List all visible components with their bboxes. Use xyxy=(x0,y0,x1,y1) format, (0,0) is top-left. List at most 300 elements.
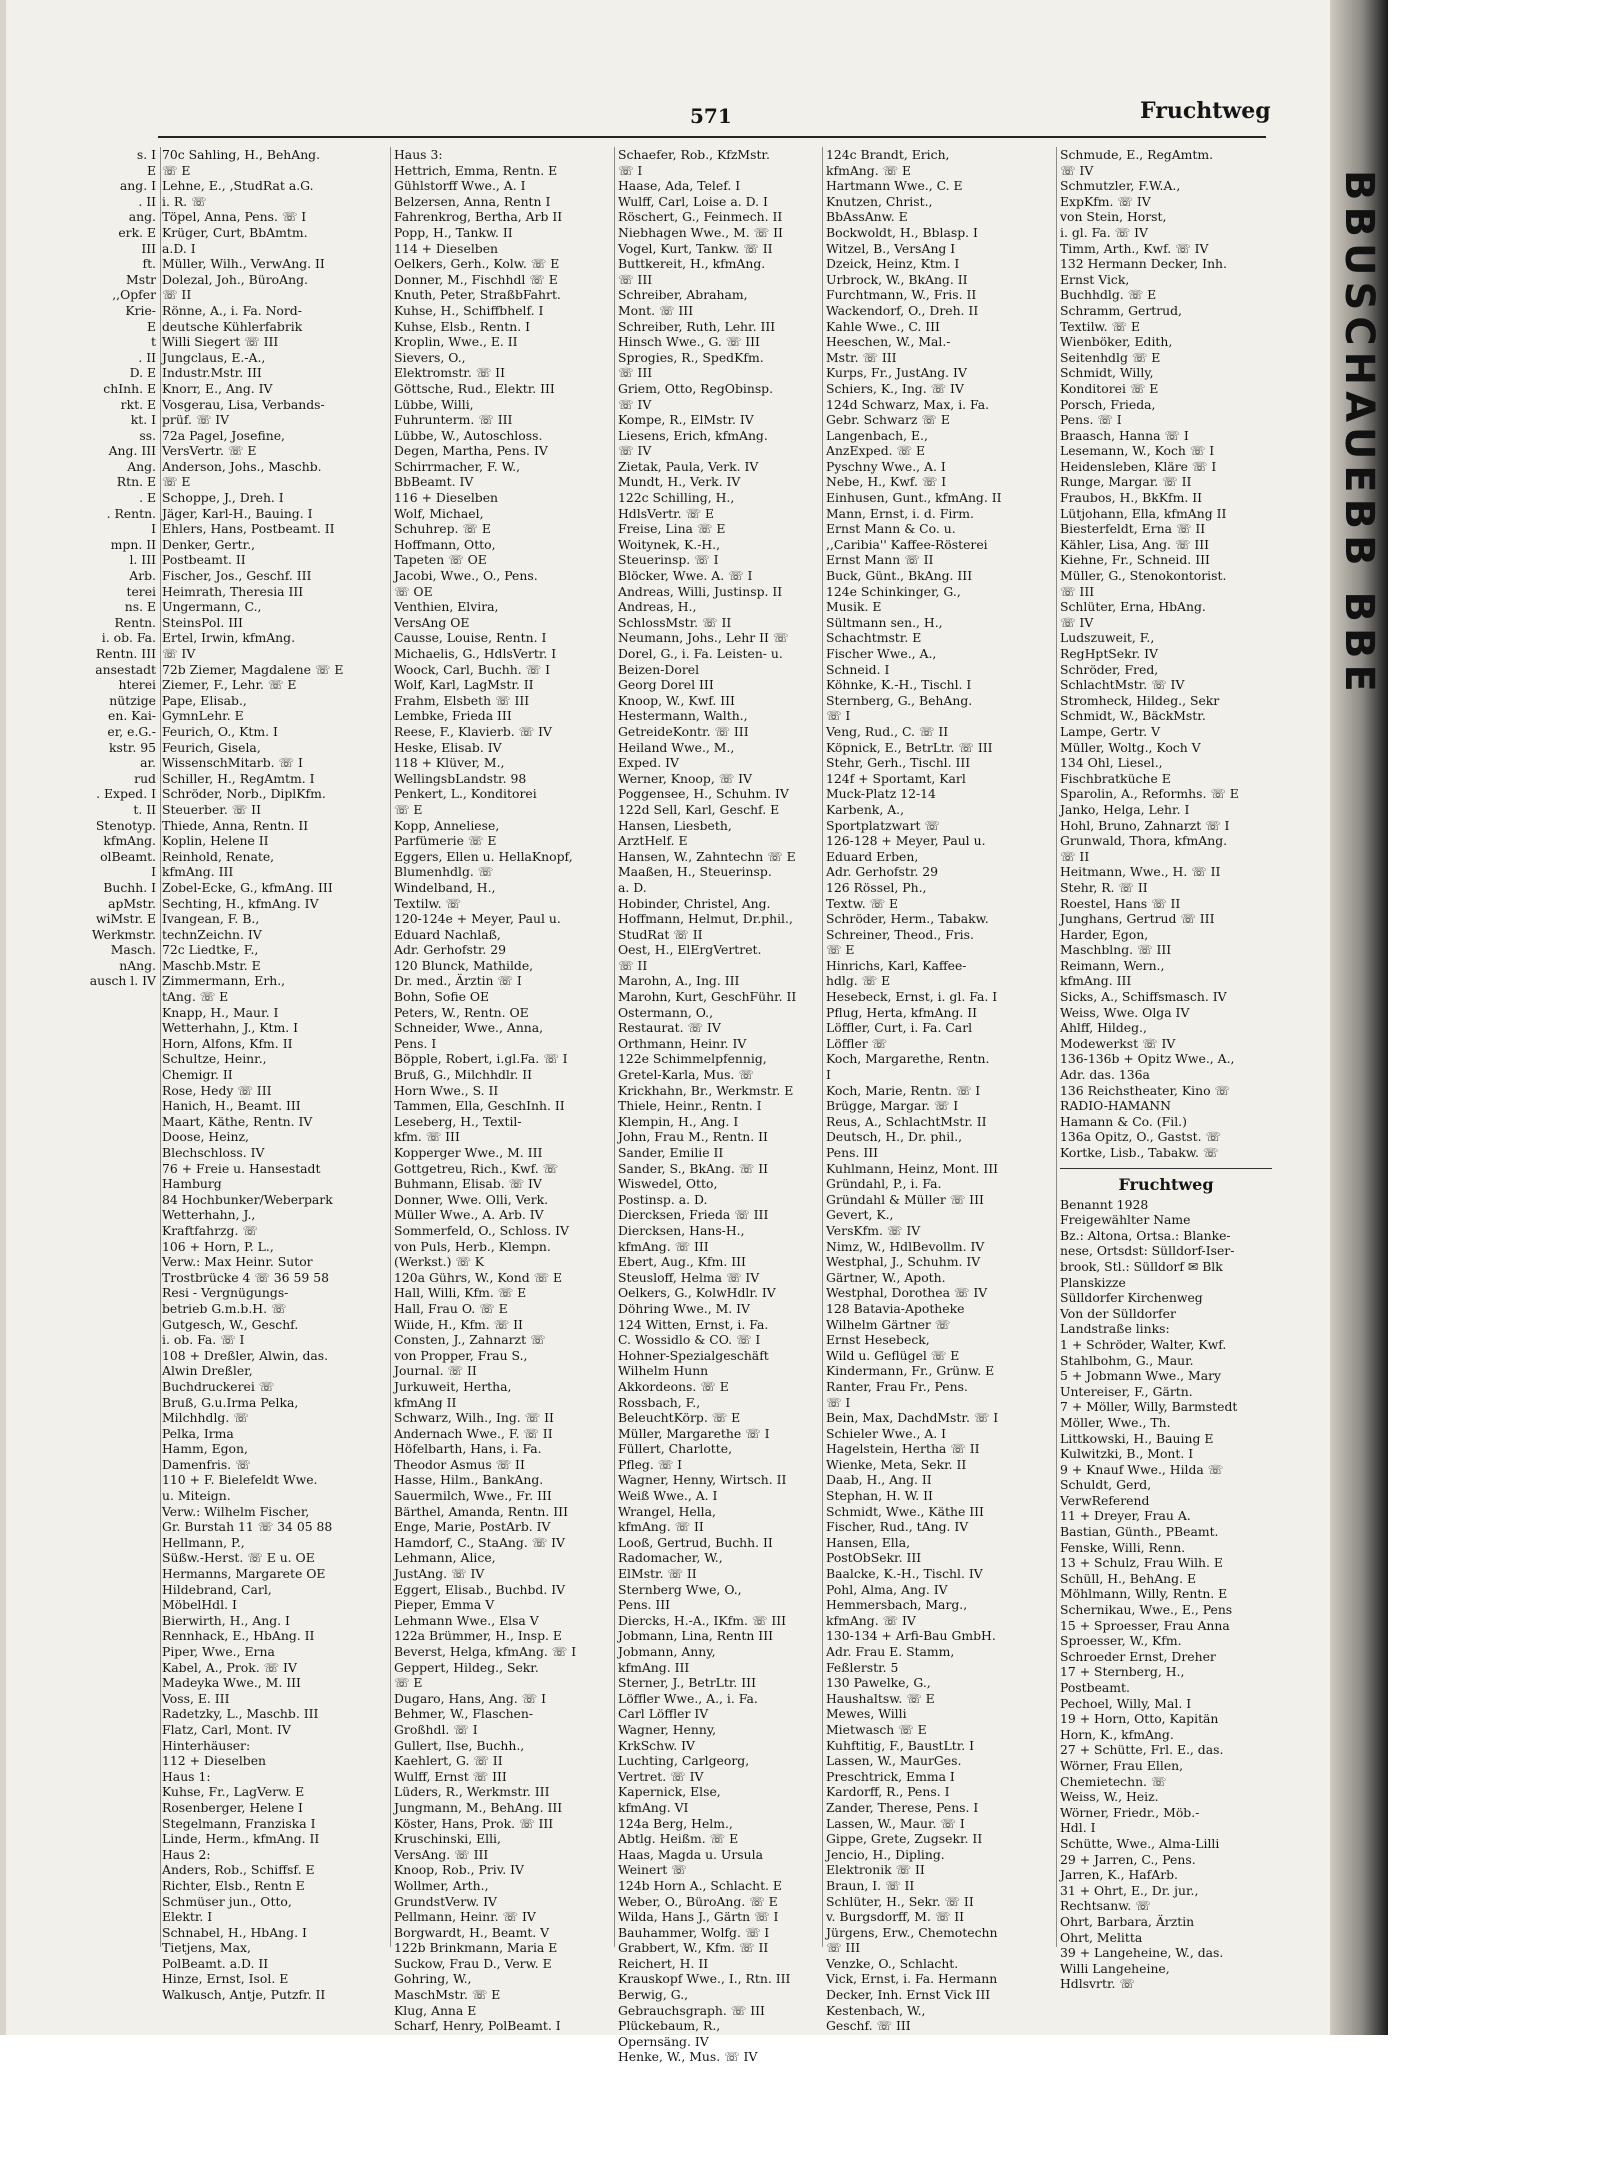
directory-line: Reus, A., SchlachtMstr. II xyxy=(826,1113,987,1129)
directory-line: Köpnick, E., BetrLtr. ☏ III xyxy=(826,739,993,755)
directory-line: Freigewählter Name xyxy=(1060,1212,1191,1228)
directory-line: 124 Witten, Ernst, i. Fa. xyxy=(618,1316,769,1332)
directory-line: Muck-Platz 12-14 xyxy=(826,786,936,802)
directory-line: Reese, F., Klavierb. ☏ IV xyxy=(394,723,552,739)
directory-line: Füllert, Charlotte, xyxy=(618,1441,733,1457)
directory-line: Zobel-Ecke, G., kfmAng. III xyxy=(162,879,333,895)
directory-line: Nebe, H., Kwf. ☏ I xyxy=(826,474,947,490)
directory-line: Höfelbarth, Hans, i. Fa. xyxy=(394,1441,542,1457)
directory-line: Maart, Käthe, Rentn. IV xyxy=(162,1113,313,1129)
directory-line: Hettrich, Emma, Rentn. E xyxy=(394,162,558,178)
directory-line: Lampe, Gertr. V xyxy=(1060,723,1161,739)
directory-line: Mewes, Willi xyxy=(826,1706,907,1722)
directory-line: i. gl. Fa. ☏ IV xyxy=(1060,224,1148,240)
directory-line: Sproesser, W., Kfm. xyxy=(1060,1633,1182,1649)
directory-line: Diercks, H.-A., IKfm. ☏ III xyxy=(618,1612,787,1628)
directory-line: Vertret. ☏ IV xyxy=(618,1768,704,1784)
directory-line: Werner, Knoop, ☏ IV xyxy=(618,770,752,786)
directory-line: Hemmersbach, Marg., xyxy=(826,1597,968,1613)
directory-line: Haase, Ada, Telef. I xyxy=(618,178,741,194)
directory-line: nützige xyxy=(109,692,156,708)
directory-line: kfmAng. ☏ E xyxy=(826,162,912,178)
directory-line: mpn. II xyxy=(110,536,156,552)
directory-line: Andreas, H., xyxy=(618,599,697,615)
column-1 xyxy=(162,147,350,2003)
directory-line: Tapeten ☏ OE xyxy=(394,552,487,568)
directory-line: Industr.Mstr. III xyxy=(162,365,262,381)
directory-line: Ostermann, O., xyxy=(618,1004,714,1020)
directory-line: Blöcker, Wwe. A. ☏ I xyxy=(618,568,753,584)
directory-line: 110 + F. Bielefeldt Wwe. xyxy=(162,1472,318,1488)
directory-line: Gr. Burstah 11 ☏ 34 05 88 xyxy=(162,1519,333,1535)
directory-line: 27 + Schütte, Frl. E., das. xyxy=(1060,1742,1224,1758)
directory-line: Hellmann, P., xyxy=(162,1534,245,1550)
directory-line: Baalcke, K.-H., Tischl. IV xyxy=(826,1566,983,1582)
directory-line: Diercksen, Frieda ☏ III xyxy=(618,1207,769,1223)
directory-line: ☏ IV xyxy=(618,443,652,459)
directory-line: tAng. ☏ E xyxy=(162,989,229,1005)
directory-line: ☏ IV xyxy=(162,646,196,661)
directory-line: olBeamt. xyxy=(100,848,156,864)
directory-line: 130 Pawelke, G., xyxy=(826,1675,931,1691)
directory-line: Ziemer, F., Lehr. ☏ E xyxy=(162,677,297,693)
directory-line: ausch l. IV xyxy=(89,973,156,989)
directory-line: s. I xyxy=(136,147,156,162)
directory-line: Venthien, Elvira, xyxy=(394,599,499,615)
directory-line: Hamann & Co. (Fil.) xyxy=(1060,1113,1187,1129)
directory-line: Klempin, H., Ang. I xyxy=(618,1113,739,1129)
directory-line: 120a Gührs, W., Kond ☏ E xyxy=(394,1269,563,1285)
directory-line: 126-128 + Meyer, Paul u. xyxy=(826,833,986,849)
directory-line: Kuhse, H., Schiffbhelf. I xyxy=(394,302,544,318)
directory-line: Pflug, Herta, kfmAng. II xyxy=(826,1004,978,1020)
directory-line: Steusloff, Helma ☏ IV xyxy=(618,1269,760,1285)
directory-line: Hesebeck, Ernst, i. gl. Fa. I xyxy=(826,989,998,1005)
directory-line: Ernst Hesebeck, xyxy=(826,1332,930,1348)
directory-line: Gühlstorff Wwe., A. I xyxy=(394,178,526,194)
directory-line: Sommerfeld, O., Schloss. IV xyxy=(394,1222,569,1238)
directory-line: kfmAng. ☏ II xyxy=(618,1519,704,1535)
directory-line: Adr. Gerhofstr. 29 xyxy=(826,864,939,880)
directory-line: technZeichn. IV xyxy=(162,926,262,942)
directory-line: Windelband, H., xyxy=(394,879,496,895)
directory-line: ☏ II xyxy=(162,287,192,303)
directory-line: Carl Löffler IV xyxy=(618,1706,709,1722)
directory-line: Akkordeons. ☏ E xyxy=(618,1378,729,1394)
directory-line: Pfleg. ☏ I xyxy=(618,1456,683,1472)
directory-line: 128 Batavia-Apotheke xyxy=(826,1300,965,1316)
directory-line: WellingsbLandstr. 98 xyxy=(394,770,527,786)
directory-line: von Stein, Horst, xyxy=(1060,209,1167,225)
directory-line: 124b Horn A., Schlacht. E xyxy=(618,1877,782,1893)
directory-line: ExpKfm. ☏ IV xyxy=(1060,193,1151,209)
directory-line: Vogel, Kurt, Tankw. ☏ II xyxy=(618,240,773,256)
directory-line: Textilw. ☏ E xyxy=(1060,318,1141,334)
column-divider xyxy=(1056,147,1057,1947)
column-3 xyxy=(618,147,806,2065)
directory-line: nese, Ortsdst: Sülldorf-Iser- xyxy=(1060,1243,1235,1259)
directory-line: Dugaro, Hans, Ang. ☏ I xyxy=(394,1690,546,1706)
directory-line: Looß, Gertrud, Buchh. II xyxy=(618,1534,773,1550)
directory-line: Krauskopf Wwe., I., Rtn. III xyxy=(618,1971,791,1987)
directory-line: Schreiber, Abraham, xyxy=(618,287,748,303)
directory-line: Fischer, Rud., tAng. IV xyxy=(826,1519,969,1535)
directory-line: Adr. Gerhofstr. 29 xyxy=(394,942,507,958)
directory-line: Kuhlmann, Heinz, Mont. III xyxy=(826,1160,999,1176)
directory-line: Sterner, J., BetrLtr. III xyxy=(618,1675,756,1691)
directory-line: Rose, Hedy ☏ III xyxy=(162,1082,272,1098)
directory-line: Gebrauchsgraph. ☏ III xyxy=(618,2002,765,2018)
directory-line: 124e Schinkinger, G., xyxy=(826,583,961,599)
directory-line: erk. E xyxy=(118,224,156,240)
column-divider xyxy=(614,147,615,1947)
directory-line: kfmAng. III xyxy=(162,864,234,880)
directory-line: MöbelHdl. I xyxy=(162,1597,237,1613)
directory-line: Hinrichs, Karl, Kaffee- xyxy=(826,957,967,973)
directory-line: Wiide, H., Kfm. ☏ II xyxy=(394,1316,523,1332)
directory-line: Runge, Margar. ☏ II xyxy=(1060,474,1192,490)
directory-line: Schnabel, H., HbAng. I xyxy=(162,1924,307,1940)
directory-line: Heske, Elisab. IV xyxy=(394,739,502,755)
directory-line: Schlüter, H., Sekr. ☏ II xyxy=(826,1893,974,1909)
directory-line: I xyxy=(151,521,156,537)
directory-line: Köhnke, K.-H., Tischl. I xyxy=(826,677,972,693)
directory-line: Daab, H., Ang. II xyxy=(826,1472,932,1488)
directory-line: 124a Berg, Helm., xyxy=(618,1815,733,1831)
directory-line: Schröder, Herm., Tabakw. xyxy=(826,911,989,927)
directory-line: von Propper, Frau S., xyxy=(394,1347,528,1363)
directory-line: Jurkuweit, Hertha, xyxy=(394,1378,512,1394)
directory-line: Postinsp. a. D. xyxy=(618,1191,708,1207)
directory-line: Junghans, Gertrud ☏ III xyxy=(1060,911,1215,927)
directory-line: Lassen, W., MaurGes. xyxy=(826,1753,962,1769)
directory-line: kt. I xyxy=(130,412,156,428)
directory-line: 15 + Sproesser, Frau Anna xyxy=(1060,1617,1230,1633)
directory-line: . II xyxy=(138,349,156,365)
directory-line: SchlachtMstr. ☏ IV xyxy=(1060,677,1185,693)
directory-line: 136 Reichstheater, Kino ☏ xyxy=(1060,1082,1231,1098)
directory-line: Köster, Hans, Prok. ☏ III xyxy=(394,1815,554,1831)
directory-line: Feurich, Gisela, xyxy=(162,739,261,755)
directory-line: kfmAng. VI xyxy=(618,1799,689,1815)
directory-line: Wagner, Henny, xyxy=(618,1721,717,1737)
directory-line: 76 + Freie u. Hansestadt xyxy=(162,1160,321,1176)
directory-line: Verw.: Wilhelm Fischer, xyxy=(162,1503,310,1519)
directory-line: Sievers, O., xyxy=(394,349,466,365)
directory-line: Schreiber, Ruth, Lehr. III xyxy=(618,318,776,334)
directory-line: ☏ OE xyxy=(394,583,433,599)
directory-line: Belzersen, Anna, Rentn I xyxy=(394,193,551,209)
directory-line: Jungclaus, E.-A., xyxy=(162,349,266,365)
directory-line: Bruß, G., Milchhdlr. II xyxy=(394,1067,533,1083)
directory-line: Gohring, W., xyxy=(394,1971,472,1987)
directory-line: Roestel, Hans ☏ II xyxy=(1060,895,1181,911)
directory-line: John, Frau M., Rentn. II xyxy=(618,1129,768,1145)
directory-line: Dzeick, Heinz, Ktm. I xyxy=(826,256,960,272)
directory-line: Hinterhäuser: xyxy=(162,1737,251,1753)
directory-line: a.D. I xyxy=(162,240,196,256)
directory-line: Beizen-Dorel xyxy=(618,661,700,677)
directory-line: Werkmstr. xyxy=(91,926,156,942)
directory-line: Kahle Wwe., C. III xyxy=(826,318,940,334)
directory-line: kstr. 95 xyxy=(108,739,156,755)
directory-line: Schwarz, Wilh., Ing. ☏ II xyxy=(394,1410,554,1426)
directory-line: Rechtsanw. ☏ xyxy=(1060,1898,1151,1914)
directory-line: Fraubos, H., BkKfm. II xyxy=(1060,490,1203,506)
directory-line: 134 Ohl, Liesel., xyxy=(1060,755,1163,771)
directory-line: Fenske, Willi, Renn. xyxy=(1060,1539,1186,1555)
directory-line: Theodor Asmus ☏ II xyxy=(394,1456,525,1472)
directory-line: Kuhse, Elsb., Rentn. I xyxy=(394,318,531,334)
directory-line: Westphal, Dorothea ☏ IV xyxy=(826,1285,988,1301)
directory-line: Koplin, Helene II xyxy=(162,833,269,849)
directory-line: Frahm, Elsbeth ☏ III xyxy=(394,692,530,708)
directory-line: Wilhelm Gärtner ☏ xyxy=(826,1316,951,1332)
directory-line: 19 + Horn, Otto, Kapitän xyxy=(1060,1711,1219,1727)
directory-line: Blechschloss. IV xyxy=(162,1145,265,1160)
directory-line: JustAng. ☏ IV xyxy=(394,1566,485,1582)
directory-line: Weiss, Wwe. Olga IV xyxy=(1060,1004,1190,1020)
directory-line: ang. I xyxy=(119,178,156,194)
directory-line: Weinert ☏ xyxy=(618,1862,687,1878)
directory-line: Piper, Wwe., Erna xyxy=(162,1644,275,1659)
directory-line: Hobinder, Christel, Ang. xyxy=(618,895,771,911)
column-left-margin xyxy=(0,147,158,1947)
directory-line: Kroplin, Wwe., E. II xyxy=(394,334,518,350)
header-rule xyxy=(158,136,1266,138)
directory-line: AnzExped. ☏ E xyxy=(826,443,926,459)
directory-line: Penkert, L., Konditorei xyxy=(394,786,537,802)
directory-line: 29 + Jarren, C., Pens. xyxy=(1060,1851,1196,1867)
directory-line: kfmAng. III xyxy=(1060,973,1132,989)
directory-line: BbAssAnw. E xyxy=(826,209,908,225)
directory-line: Müller, Margarethe ☏ I xyxy=(618,1425,770,1441)
directory-line: PostObSekr. III xyxy=(826,1550,922,1566)
directory-line: Lübbe, Willi, xyxy=(394,396,474,412)
directory-line: Ranter, Frau Fr., Pens. xyxy=(826,1378,968,1394)
directory-line: ☏ III xyxy=(618,365,653,381)
directory-line: 132 Hermann Decker, Inh. xyxy=(1060,256,1227,272)
directory-line: ElMstr. ☏ II xyxy=(618,1566,697,1582)
directory-line: Popp, H., Tankw. II xyxy=(394,224,513,240)
directory-line: Göttsche, Rud., Elektr. III xyxy=(394,380,555,396)
directory-line: Timm, Arth., Kwf. ☏ IV xyxy=(1060,240,1209,256)
directory-line: Hohl, Bruno, Zahnarzt ☏ I xyxy=(1060,817,1230,833)
directory-line: ar. xyxy=(140,755,156,771)
directory-line: I xyxy=(151,864,156,880)
directory-line: Hamburg xyxy=(162,1176,222,1192)
directory-line: Haushaltsw. ☏ E xyxy=(826,1690,935,1706)
directory-line: Reinhold, Renate, xyxy=(162,848,275,864)
directory-line: Kulwitzki, B., Mont. I xyxy=(1060,1446,1194,1462)
directory-line: Jobmann, Anny, xyxy=(618,1644,716,1659)
directory-line: Masch. xyxy=(110,942,156,958)
directory-line: Eduard Nachlaß, xyxy=(394,926,501,942)
directory-line: 13 + Schulz, Frau Wilh. E xyxy=(1060,1555,1223,1571)
directory-line: Weiss, W., Heiz. xyxy=(1060,1789,1159,1805)
directory-line: Buhmann, Elisab. ☏ IV xyxy=(394,1176,542,1192)
directory-line: ang. xyxy=(128,209,156,225)
directory-line: Sicks, A., Schiffsmasch. IV xyxy=(1060,989,1227,1005)
directory-line: Gullert, Ilse, Buchh., xyxy=(394,1737,525,1753)
directory-line: Buttkereit, H., kfmAng. xyxy=(618,256,766,272)
directory-line: Horn, Alfons, Kfm. II xyxy=(162,1035,293,1051)
directory-line: Gutgesch, W., Geschf. xyxy=(162,1316,299,1332)
directory-line: Schaefer, Rob., KfzMstr. xyxy=(618,147,770,162)
directory-line: Poggensee, H., Schuhm. IV xyxy=(618,786,789,802)
directory-line: Schirrmacher, F. W., xyxy=(394,458,521,474)
directory-line: Steuerinsp. ☏ I xyxy=(618,552,719,568)
directory-line: Möller, Wwe., Th. xyxy=(1060,1414,1171,1430)
directory-line: PolBeamt. a.D. II xyxy=(162,1955,269,1971)
directory-line: Knorr, E., Ang. IV xyxy=(162,380,273,396)
directory-line: Rtn. E xyxy=(116,474,156,490)
directory-line: Bein, Max, DachdMstr. ☏ I xyxy=(826,1410,999,1426)
directory-line: Wilhelm Hunn xyxy=(618,1363,709,1379)
directory-line: Müller, Woltg., Koch V xyxy=(1060,739,1201,755)
directory-line: ☏ I xyxy=(826,1394,851,1410)
directory-line: Wetterhahn, J., xyxy=(162,1207,256,1223)
directory-line: ☏ I xyxy=(618,162,643,178)
directory-line: kfmAng. III xyxy=(618,1659,690,1675)
directory-line: Niebhagen Wwe., M. ☏ II xyxy=(618,224,783,240)
directory-line: Heeschen, W., Mal.- xyxy=(826,334,951,350)
directory-line: Gevert, K., xyxy=(826,1207,894,1223)
directory-line: Koch, Margarethe, Rentn. xyxy=(826,1051,990,1067)
directory-line: Haus 1: xyxy=(162,1768,211,1784)
directory-line: Gründahl & Müller ☏ III xyxy=(826,1191,984,1207)
directory-line: RegHptSekr. IV xyxy=(1060,646,1158,661)
directory-line: Oelkers, Gerh., Kolw. ☏ E xyxy=(394,256,560,272)
directory-line: Restaurat. ☏ IV xyxy=(618,1020,721,1036)
directory-line: terei xyxy=(126,583,156,599)
directory-line: Fuhrunterm. ☏ III xyxy=(394,412,513,428)
directory-line: Zietak, Paula, Verk. IV xyxy=(618,458,759,474)
directory-line: Hinze, Ernst, Isol. E xyxy=(162,1971,289,1987)
directory-line: Horn, K., kfmAng. xyxy=(1060,1726,1174,1742)
directory-line: Gippe, Grete, Zugsekr. II xyxy=(826,1831,983,1847)
directory-line: Schoppe, J., Dreh. I xyxy=(162,490,284,506)
directory-line: Benannt 1928 xyxy=(1060,1196,1149,1212)
directory-line: Mundt, H., Verk. IV xyxy=(618,474,741,490)
directory-line: Hartmann Wwe., C. E xyxy=(826,178,963,194)
directory-line: Wrangel, Hella, xyxy=(618,1503,716,1519)
directory-line: Elektr. I xyxy=(162,1909,213,1925)
directory-line: chInh. E xyxy=(103,380,156,396)
directory-line: Diercksen, Hans-H., xyxy=(618,1222,745,1238)
directory-line: Grunwald, Thora, kfmAng. xyxy=(1060,833,1228,849)
directory-line: VersAng. ☏ III xyxy=(394,1846,489,1862)
directory-line: ☏ E xyxy=(826,942,855,958)
directory-line: Möhlmann, Willy, Rentn. E xyxy=(1060,1586,1228,1602)
directory-line: Wörner, Frau Ellen, xyxy=(1060,1757,1184,1773)
directory-line: Peters, W., Rentn. OE xyxy=(394,1004,529,1020)
column-divider xyxy=(160,147,161,1947)
directory-line: Kurps, Fr., JustAng. IV xyxy=(826,365,967,381)
directory-line: Bz.: Altona, Ortsa.: Blanke- xyxy=(1060,1227,1231,1243)
directory-line: Schiers, K., Ing. ☏ IV xyxy=(826,380,964,396)
directory-line: Janko, Helga, Lehr. I xyxy=(1060,801,1190,817)
directory-line: Denker, Gertr., xyxy=(162,536,256,552)
directory-line: Heimrath, Theresia III xyxy=(162,583,304,599)
directory-line: Wetterhahn, J., Ktm. I xyxy=(162,1020,299,1036)
directory-line: Mstr. ☏ III xyxy=(826,349,897,365)
directory-line: 39 + Langeheine, W., das. xyxy=(1060,1945,1224,1961)
directory-line: Haus 2: xyxy=(162,1846,211,1862)
directory-line: Harder, Egon, xyxy=(1060,926,1149,942)
directory-line: Steuerber. ☏ II xyxy=(162,801,261,817)
directory-line: Kaehlert, G. ☏ II xyxy=(394,1753,503,1769)
directory-line: Musik. E xyxy=(826,599,882,615)
directory-line: Willi Siegert ☏ III xyxy=(162,334,279,350)
directory-line: Rossbach, F., xyxy=(618,1394,701,1410)
directory-line: Pens. ☏ I xyxy=(1060,412,1122,428)
directory-line: Jencio, H., Dipling. xyxy=(826,1846,945,1862)
directory-line: Enge, Marie, PostArb. IV xyxy=(394,1519,551,1535)
directory-line: Schmutzler, F.W.A., xyxy=(1060,178,1181,194)
directory-line: 5 + Jobmann Wwe., Mary xyxy=(1060,1368,1222,1384)
directory-line: 122d Sell, Karl, Geschf. E xyxy=(618,801,780,817)
directory-line: Hdl. I xyxy=(1060,1820,1096,1836)
directory-line: Jungmann, M., BehAng. III xyxy=(394,1799,563,1815)
directory-line: Pelka, Irma xyxy=(162,1425,234,1441)
directory-line: Decker, Inh. Ernst Vick III xyxy=(826,1987,991,2003)
directory-line: Buck, Günt., BkAng. III xyxy=(826,568,973,584)
directory-line: Flatz, Carl, Mont. IV xyxy=(162,1721,291,1737)
directory-line: Kindermann, Fr., Grünw. E xyxy=(826,1363,995,1379)
directory-line: Töpel, Anna, Pens. ☏ I xyxy=(162,209,307,225)
directory-line: Elektronik ☏ II xyxy=(826,1862,925,1878)
directory-line: . E xyxy=(139,490,156,506)
directory-line: Sander, S., BkAng. ☏ II xyxy=(618,1160,768,1176)
directory-line: i. ob. Fa. xyxy=(101,630,156,646)
directory-line: 70c Sahling, H., BehAng. xyxy=(162,147,321,162)
directory-line: Jäger, Karl-H., Bauing. I xyxy=(162,505,313,521)
directory-line: 126 Rössel, Ph., xyxy=(826,879,927,895)
directory-line: SchlossMstr. ☏ II xyxy=(618,614,732,630)
directory-line: ☏ I xyxy=(826,708,851,724)
directory-line: Anderson, Johs., Maschb. xyxy=(162,458,322,474)
directory-line: Landstraße links: xyxy=(1060,1321,1170,1337)
directory-line: Kähler, Lisa, Ang. ☏ III xyxy=(1060,536,1210,552)
directory-line: Marohn, A., Ing. III xyxy=(618,973,740,989)
directory-line: BbBeamt. IV xyxy=(394,474,474,490)
directory-line: Vick, Ernst, i. Fa. Hermann xyxy=(826,1971,998,1987)
directory-line: Sternberg Wwe, O., xyxy=(618,1581,742,1597)
directory-line: GymnLehr. E xyxy=(162,708,244,724)
directory-line: Mietwasch ☏ E xyxy=(826,1721,927,1737)
directory-line: Wienke, Meta, Sekr. II xyxy=(826,1456,967,1472)
directory-line: Feurich, O., Ktm. I xyxy=(162,723,278,739)
directory-line: Sülldorfer Kirchenweg xyxy=(1060,1290,1203,1306)
directory-line: Kapernick, Else, xyxy=(618,1784,721,1800)
directory-line: Wilda, Hans J., Gärtn ☏ I xyxy=(618,1909,779,1925)
directory-line: Scharf, Henry, PolBeamt. I xyxy=(394,2018,561,2034)
directory-line: Trostbrücke 4 ☏ 36 59 58 xyxy=(162,1269,329,1285)
directory-line: Haus 3: xyxy=(394,147,443,162)
directory-line: l. III xyxy=(129,552,156,568)
directory-line: 106 + Horn, P. L., xyxy=(162,1238,274,1254)
directory-line: 72a Pagel, Josefine, xyxy=(162,427,285,443)
directory-line: Brügge, Margar. ☏ I xyxy=(826,1098,959,1114)
directory-line: Andernach Wwe., F. ☏ II xyxy=(394,1425,553,1441)
directory-line: Behmer, W., Flaschen- xyxy=(394,1706,534,1722)
directory-line: Gottgetreu, Rich., Kwf. ☏ xyxy=(394,1160,559,1176)
directory-line: Willi Langeheine, xyxy=(1060,1960,1170,1976)
directory-line: nAng. xyxy=(119,957,156,973)
directory-line: Deutsch, H., Dr. phil., xyxy=(826,1129,963,1145)
directory-line: Orthmann, Heinr. IV xyxy=(618,1035,747,1051)
